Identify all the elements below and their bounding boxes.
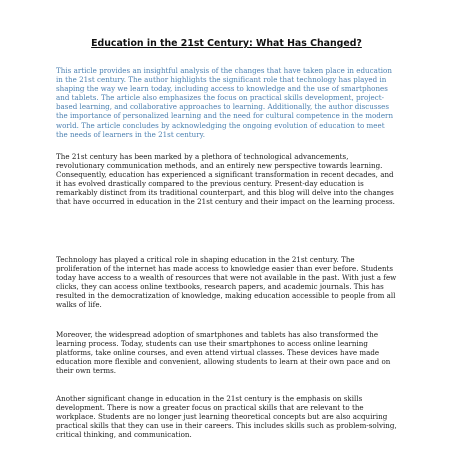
body-paragraph-smartphones: Moreover, the widespread adoption of smartphones and tablets has also transformed the learning process. Today, students can use their smartphones to access online learning platforms, take online courses, and even attend virtual classes. These devices have made education more flexible and convenient, allowing students to learn at their own pace and on their own terms. — [56, 330, 391, 376]
body-paragraph-intro: The 21st century has been marked by a plethora of technological advancements, revolutionary communication methods, and an entirely new perspective towards learning. Consequently, education has experienced a significant transformation in recent decades, and it has evolved drastically compared to the previous century. Present-day education is remarkably distinct from its traditional counterpart, and this blog will delve into the changes that have occurred in education in the 21st century and their impact on the learning process. — [56, 152, 395, 207]
abstract-paragraph: This article provides an insightful analysis of the changes that have taken place in education in the 21st century. The author highlights the significant role that technology has played in shaping the way we learn today, including access to knowledge and the use of smartphones and tablets. The article also emphasizes the focus on practical skills development, project-based learning, and collaborative approaches to learning. Additionally, the author discusses the importance of personalized learning and the need for cultural competence in the modern world. The article concludes by acknowledging the ongoing evolution of education to meet the needs of learners in the 21st century. — [56, 66, 394, 139]
document-title: Education in the 21st Century: What Has Changed? — [91, 38, 362, 49]
body-paragraph-skills: Another significant change in education in the 21st century is the emphasis on skills development. There is now a greater focus on practical skills that are relevant to the workplace. Students are no longer just learning theoretical concepts but are also acquiring practical skills that they can use in their careers. This includes skills such as problem-solving, critical thinking, and communication. — [56, 394, 397, 440]
body-paragraph-technology: Technology has played a critical role in shaping education in the 21st century. The proliferation of the internet has made access to knowledge easier than ever before. Students today have access to a wealth of resources that were not available in the past. With just a few clicks, they can access online textbooks, research papers, and academic journals. This has resulted in the democratization of knowledge, making education accessible to people from all walks of life. — [56, 255, 397, 310]
